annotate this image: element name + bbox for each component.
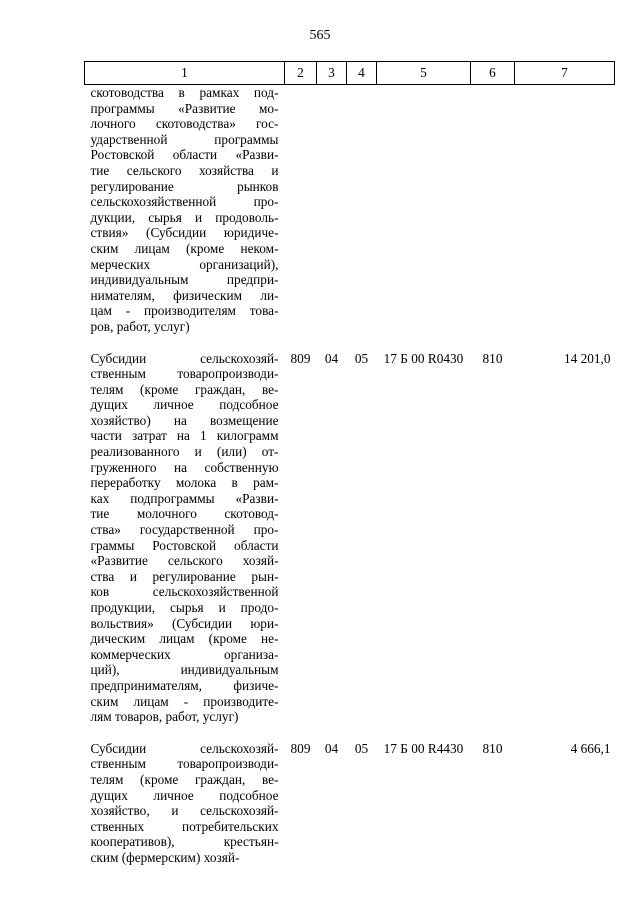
cell-col5: 17 Б 00 R0430 xyxy=(383,350,464,366)
description-line: ственным товаропроизводи- xyxy=(90,756,279,772)
cell-col4: 05 xyxy=(354,350,369,366)
description-line: переработку молока в рам- xyxy=(90,475,279,491)
table-row xyxy=(85,351,615,741)
description-line: ций), индивидуальным xyxy=(90,662,279,678)
description-line: ства и регулирование рын- xyxy=(90,568,279,584)
description-line: ства» государственной про- xyxy=(90,522,279,538)
row-description xyxy=(85,351,285,741)
description-line: сельскохозяйственной про- xyxy=(90,194,279,210)
description-line: телям (кроме граждан, ве- xyxy=(90,771,279,787)
cell-col5 xyxy=(377,85,471,351)
description-line: Субсидии сельскохозяй- xyxy=(90,740,279,756)
description-line: продукции, сырья и продо- xyxy=(90,600,279,615)
row-description xyxy=(85,85,285,351)
header-col-1: 1 xyxy=(85,62,285,85)
cell-col6: 810 xyxy=(482,350,503,366)
description-line: программы «Развитие мо- xyxy=(90,100,279,116)
cell-col2: 809 xyxy=(290,350,311,366)
description-line: хозяйство, и сельскохозяй- xyxy=(90,803,279,819)
description-line: скотоводства в рамках под- xyxy=(90,85,279,100)
description-line: вольствия» (Субсидии юри- xyxy=(90,615,279,631)
table-header xyxy=(85,62,615,85)
description-line: ров, работ, услуг) xyxy=(90,318,190,334)
page-number: 565 xyxy=(309,28,331,43)
cell-col3: 04 xyxy=(324,740,339,756)
table-body xyxy=(85,85,615,882)
description-line: лям товаров, работ, услуг) xyxy=(90,709,239,725)
description-line: мерческих организаций), xyxy=(90,256,279,272)
cell-col4: 05 xyxy=(354,740,369,756)
header-col-2: 2 xyxy=(285,62,317,85)
description-line: коммерческих организа- xyxy=(90,646,279,662)
cell-col3 xyxy=(317,85,347,351)
description-line: ским лицам (кроме неком- xyxy=(90,240,279,256)
description-line: предпринимателям, физиче- xyxy=(90,677,279,693)
description-line: ственным товаропроизводи- xyxy=(90,366,279,382)
row-description xyxy=(85,741,285,882)
cell-col3: 04 xyxy=(324,350,339,366)
header-col-5: 5 xyxy=(377,62,471,85)
description-line: телям (кроме граждан, ве- xyxy=(90,381,279,397)
description-line: ским (фермерским) хозяй- xyxy=(90,849,240,865)
description-line: кооперативов), крестьян- xyxy=(90,834,279,850)
cell-col4 xyxy=(347,85,377,351)
cell-col2 xyxy=(285,85,317,351)
header-col-3: 3 xyxy=(317,62,347,85)
header-row xyxy=(85,62,615,85)
cell-col7 xyxy=(515,85,615,351)
description-line: регулирование рынков xyxy=(90,178,279,194)
description-line: дущих личное подсобное xyxy=(90,397,279,413)
description-line: части затрат на 1 килограмм xyxy=(90,428,279,444)
header-col-6: 6 xyxy=(471,62,515,85)
description-line: реализованного и (или) от- xyxy=(90,444,279,460)
cell-col2: 809 xyxy=(290,740,311,756)
description-line: ударственной программы xyxy=(90,131,279,147)
header-col-7: 7 xyxy=(515,62,615,85)
description-line: лочного скотоводства» гос- xyxy=(90,116,279,132)
description-line: ков сельскохозяйственной xyxy=(90,584,279,600)
cell-col7: 4 666,1 xyxy=(570,740,611,756)
description-line: тие сельского хозяйства и xyxy=(90,162,279,178)
table-row xyxy=(85,741,615,882)
description-line: нимателям, физическим ли- xyxy=(90,287,279,303)
cell-col5: 17 Б 00 R4430 xyxy=(383,740,464,756)
cell-col6 xyxy=(471,85,515,351)
description-line: ственных потребительских xyxy=(90,818,279,834)
cell-col6: 810 xyxy=(482,740,503,756)
description-line: груженного на собственную xyxy=(90,459,279,475)
description-line: цам - производителям това- xyxy=(90,303,279,319)
cell-col7: 14 201,0 xyxy=(563,350,611,366)
description-line: Ростовской области «Разви- xyxy=(90,147,279,163)
description-line: «Развитие сельского хозяй- xyxy=(90,553,279,569)
description-line: Субсидии сельскохозяй- xyxy=(90,350,279,366)
budget-table xyxy=(84,61,615,882)
description-line: хозяйство) на возмещение xyxy=(90,412,279,428)
description-line: граммы Ростовской области xyxy=(90,537,279,553)
description-line: ках подпрограммы «Разви- xyxy=(90,490,279,506)
table-row xyxy=(85,85,615,351)
description-line: ствия» (Субсидии юридиче- xyxy=(90,225,279,241)
description-line: дическим лицам (кроме не- xyxy=(90,631,279,647)
description-line: тие молочного скотовод- xyxy=(90,506,279,522)
description-line: дущих личное подсобное xyxy=(90,787,279,803)
description-line: индивидуальным предпри- xyxy=(90,272,279,288)
header-col-4: 4 xyxy=(347,62,377,85)
description-line: дукции, сырья и продоволь- xyxy=(90,209,279,225)
description-line: ским лицам - производите- xyxy=(90,693,279,709)
